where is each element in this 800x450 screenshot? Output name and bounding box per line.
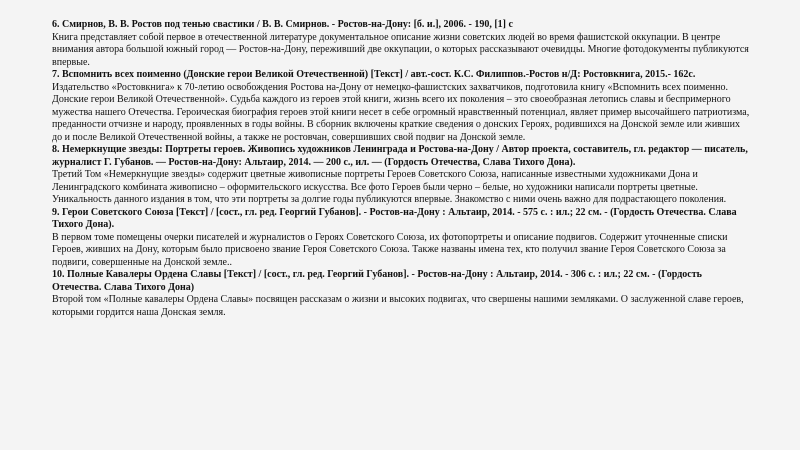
- bibliography-entry-10: [52, 269, 752, 319]
- entry-description: В первом томе помещены очерки писателей и журналистов о Героях Советского Союза, их фотопортреты и описание подвигов. Содержит уточненные списки Героев, живших на Дону, которым было присвоено звание Героя Советского Союза. Также названы имена тех, кто получил звание Героя Советского Союза за подвиги, совершенные на Донской земле..: [52, 231, 728, 268]
- bibliography-entry-6: [52, 19, 752, 69]
- entry-title: 10. Полные Кавалеры Ордена Славы [Текст] / [сост., гл. ред. Георгий Губанов]. - Ростов-на-Дону : Альтаир, 2014. - 306 с. : ил.; 22 см. - (Гордость Отечества. Слава Тихого Дона): [52, 269, 702, 293]
- entry-title: 6. Смирнов, В. В. Ростов под тенью свастики / В. В. Смирнов. - Ростов-на-Дону: [б. и.], 2006. - 190, [1] с: [52, 19, 513, 30]
- entry-title: 9. Герои Советского Союза [Текст] / [сост., гл. ред. Георгий Губанов]. - Ростов-на-Дону : Альтаир, 2014. - 575 с. : ил.; 22 см. - (Гордость Отечества. Слава Тихого Дона).: [52, 206, 737, 230]
- entry-description: Второй том «Полные кавалеры Ордена Славы» посвящен рассказам о жизни и высоких подвигах, что свершены нашими земляками. О заслуженной славе героев, которыми гордится наша Донская земля.: [52, 294, 744, 318]
- bibliography-entry-9: [52, 207, 752, 270]
- entry-description: Третий Том «Немеркнущие звезды» содержит цветные живописные портреты Героев Советского Союза, написанные известными художниками Дона и Ленинградского комбината живописно – оформительского искусства. Все фото Героев были черно – белые, но художники написали портреты цветные. Уникальность данного издания в том, что эти портреты за долгие годы публикуются впервые. Знакомство с ними очень важно для подрастающего поколения.: [52, 169, 727, 205]
- entry-description: Издательство «Ростовкнига» к 70-летию освобождения Ростова на-Дону от немецко-фашистских захватчиков, подготовила книгу «Вспомнить всех поименно. Донские герои Великой Отечественной». Судьба каждого из героев этой книги, жизнь всего их поколения – это своеобразная летопись славы и беспримерного мужества нашего Отечества. Героическая биография героев этой книги несет в себе огромный нравственный потенциал, являет пример высочайшего патриотизма, преданности отчизне и народу, проявленных в годы войны. В сборник включены краткие сведения о донских Героях, родившихся на Донской земле или живших до и после Великой Отечественной войны, а также не ростовчан, совершивших свой подвиг на Донской земле.: [52, 81, 750, 143]
- entry-title: 7. Вспомнить всех поименно (Донские герои Великой Отечественной) [Текст] / авт.-сост. К.С. Филиппов.-Ростов н/Д: Ростовкнига, 2015.- 162с.: [52, 69, 696, 80]
- entry-title: 8. Немеркнущие звезды: Портреты героев. Живопись художников Ленинграда и Ростова-на-Дону / Автор проекта, составитель, гл. редактор — писатель, журналист Г. Губанов. — Ростов-на-Дону: Альтаир, 2014. — 200 с., ил. — (Гордость Отечества, Слава Тихого Дона).: [52, 144, 748, 168]
- bibliography-entry-8: [52, 144, 752, 207]
- bibliography-entry-7: [52, 69, 752, 144]
- entry-description: Книга представляет собой первое в отечественной литературе документальное описание жизни советских людей во время фашистской оккупации. В центре внимания автора большой южный город — Ростов-на-Дону, переживший две оккупации, о которых рассказывают очевидцы. Многие фотодокументы публикуются впервые.: [52, 31, 749, 68]
- bibliography-list: [52, 19, 752, 319]
